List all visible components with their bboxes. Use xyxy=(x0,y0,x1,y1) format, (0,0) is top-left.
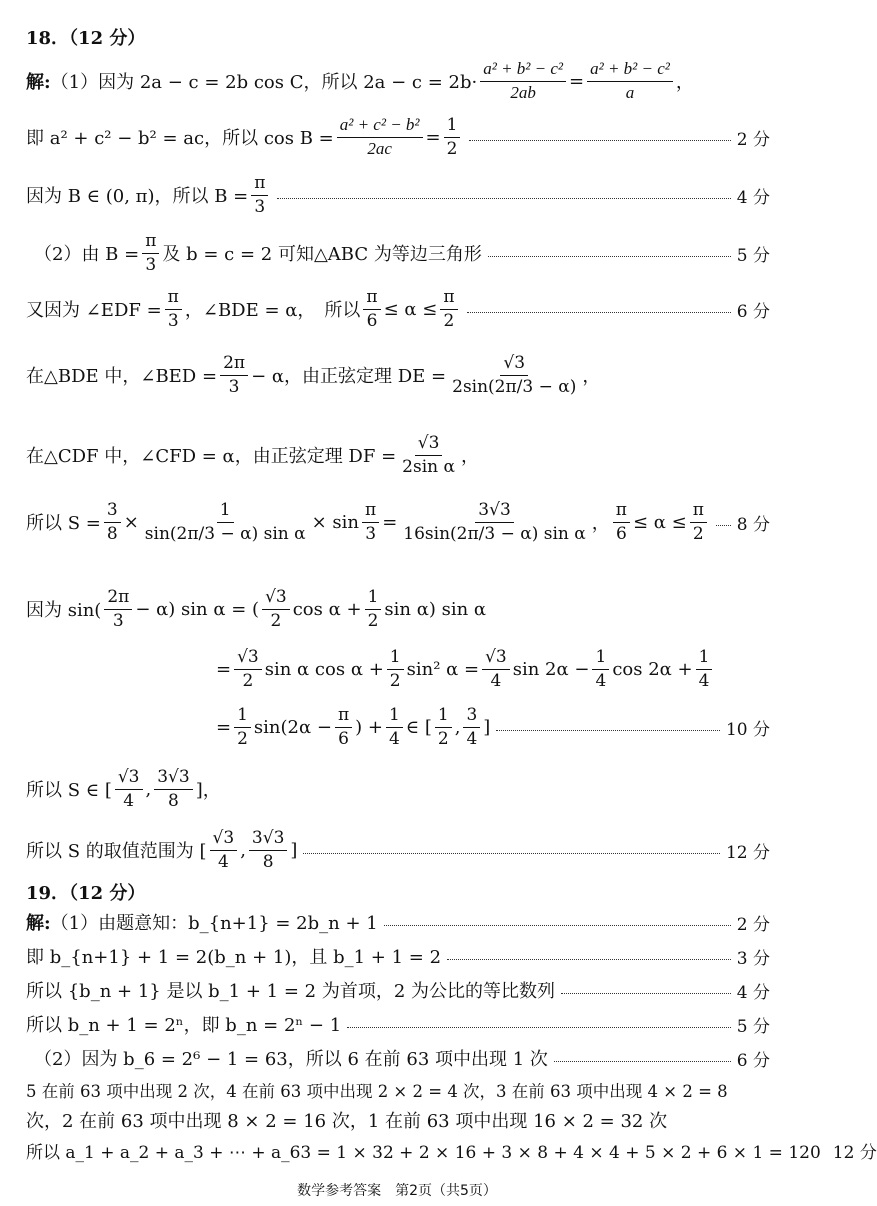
score-mark: 8 分 xyxy=(736,514,770,535)
dotted-leader xyxy=(469,140,730,141)
q18-l3-frac: $\frac{\pi}{3}$ xyxy=(251,173,268,217)
q18-l2-half: $\frac{1}{2}$ xyxy=(444,115,461,159)
dotted-leader xyxy=(277,198,730,199)
dotted-leader xyxy=(447,959,731,960)
q18-line-10: = $\frac{√3}{2}$ sin α cos α + $\frac{1}{2}$ sin² α = $\frac{√3}{4}$ sin 2α − $\frac{1}{4}$ cos 2α + $\frac{1}{4}$ xyxy=(216,642,770,696)
page-footer: 数学参考答案 第2页（共5页） xyxy=(297,1183,497,1199)
q19-line-5: （2）因为 b_6 = 2⁶ − 1 = 63，所以 6 在前 63 项中出现 1 次 6 分 xyxy=(34,1046,770,1070)
q18-line-12: 所以 S ∈ [ $\frac{√3}{4}$ , $\frac{3√3}{8}$ ]， xyxy=(26,767,221,811)
q18-line-13: 所以 S 的取值范围为 [ $\frac{√3}{4}$ , $\frac{3√3}{8}$ ] 12 分 xyxy=(26,828,770,872)
q18-l2-frac: $\frac{\text{a² + c² − b²}}{2ac}$ xyxy=(337,115,423,159)
score-mark: 5 分 xyxy=(736,1016,770,1037)
solution-label: 解: xyxy=(26,72,51,93)
score-mark: 4 分 xyxy=(736,187,770,208)
score-mark: 2 分 xyxy=(736,129,770,150)
score-mark: 6 分 xyxy=(736,301,770,322)
q18-title-text: 18．（12 分） xyxy=(26,28,146,49)
q18-l4-frac: $\frac{\pi}{3}$ xyxy=(142,231,159,275)
q18-line-9: 因为 sin( $\frac{2\pi}{3}$ − α) sin α = ( $\frac{√3}{2}$ cos α + $\frac{1}{2}$ sin α) sin α xyxy=(26,587,487,631)
q18-line-3 xyxy=(26,170,770,220)
q18-line-1: 解: （1）因为 2a − c = 2b cos C，所以 2a − c = 2b· $\frac{\text{a² + b² − c²}}{2ab}$ = $\frac{\text{a² + b² − c²}}{a}$ ， xyxy=(26,59,694,102)
q18-l3-text: 因为 B ∈ (0, π)，所以 B = xyxy=(26,186,249,207)
dotted-leader xyxy=(384,925,731,926)
dotted-leader xyxy=(561,993,731,994)
q18-l1-frac1: $\frac{\text{a² + b² − c²}}{2ab}$ xyxy=(480,59,566,103)
score-mark: 12 分 xyxy=(832,1142,877,1163)
q19-line-4: 所以 b_n + 1 = 2ⁿ，即 b_n = 2ⁿ − 1 5 分 xyxy=(26,1012,770,1036)
q18-l1-text: （1）因为 2a − c = 2b cos C，所以 2a − c = 2b· xyxy=(50,72,478,93)
q19-line-6: 5 在前 63 项中出现 2 次，4 在前 63 项中出现 2 × 2 = 4 次，3 在前 63 项中出现 4 × 2 = 8 xyxy=(26,1082,728,1101)
q18-l2-text: 即 a² + c² − b² = ac，所以 cos B = xyxy=(26,128,334,149)
q18-line-6: 在△BDE 中，∠BED = $\frac{2\pi}{3}$ − α，由正弦定理 DE = $\frac{√3}{2\sin(2\pi/3 - \alpha)}$ ， xyxy=(26,353,601,397)
score-mark: 12 分 xyxy=(725,842,770,863)
q18-l4-text: 及 b = c = 2 可知△ABC 为等边三角形 xyxy=(162,244,482,265)
q19-line-7: 次，2 在前 63 项中出现 8 × 2 = 16 次，1 在前 63 项中出现 16 × 2 = 32 次 xyxy=(26,1111,668,1132)
dotted-leader xyxy=(716,525,731,526)
q19-line-2: 即 b_{n+1} + 1 = 2(b_n + 1)，且 b_1 + 1 = 2 3 分 xyxy=(26,944,770,968)
q18-line-5: 又因为 ∠EDF = $\frac{\pi}{3}$ ，∠BDE = α， 所以 $\frac{\pi}{6}$ ≤ α ≤ $\frac{\pi}{2}$ 6 分 xyxy=(26,287,770,331)
q19-line-1: 解: （1）由题意知：b_{n+1} = 2b_n + 1 2 分 xyxy=(26,910,770,934)
q19-title-text: 19．（12 分） xyxy=(26,883,146,904)
dotted-leader xyxy=(496,730,720,731)
dotted-leader xyxy=(303,853,720,854)
q18-line-4: （2）由 B = $\frac{\pi}{3}$ 及 b = c = 2 可知△ABC 为等边三角形 5 分 xyxy=(34,231,770,275)
solution-label: 解: xyxy=(26,913,51,934)
score-mark: 4 分 xyxy=(736,982,770,1003)
score-mark: 6 分 xyxy=(736,1050,770,1071)
dotted-leader xyxy=(554,1061,731,1062)
q18-l1-frac2: $\frac{\text{a² + b² − c²}}{a}$ xyxy=(587,59,673,103)
q18-title xyxy=(26,24,770,50)
score-mark: 5 分 xyxy=(736,245,770,266)
score-mark: 10 分 xyxy=(725,719,770,740)
q19-line-8: 所以 a_1 + a_2 + a_3 + ⋯ + a_63 = 1 × 32 + 2 × 16 + 3 × 8 + 4 × 4 + 5 × 2 + 6 × 1 = 120 12 分 xyxy=(26,1138,770,1162)
q18-line-2: 即 a² + c² − b² = ac，所以 cos B = $\frac{\text{a² + c² − b²}}{2ac}$ = $\frac{1}{2}$ 2 分 xyxy=(26,115,770,159)
q18-line-7: 在△CDF 中，∠CFD = α，由正弦定理 DF = $\frac{√3}{\text{2sin α}}$ ， xyxy=(26,433,479,477)
q19-line-3: 所以 {b_n + 1} 是以 b_1 + 1 = 2 为首项，2 为公比的等比数列 4 分 xyxy=(26,978,770,1002)
dotted-leader xyxy=(488,256,731,257)
q18-line-8: 所以 S = $\frac{3}{8}$ × $\frac{1}{\text{sin(2π/3 − α) sin α}}$ × sin $\frac{\pi}{3}$ = $\frac{3√3}{\text{16sin(2π/3 − α) sin α}}$ ， $\frac{\pi}{6}$ ≤ α ≤ $\frac{\pi}{2}$ 8 分 xyxy=(26,500,770,544)
q18-line-11: = $\frac{1}{2}$ sin(2α − $\frac{\pi}{6}$ ) + $\frac{1}{4}$ ∈ [ $\frac{1}{2}$ , $\frac{3}{4}$ ] 10 分 xyxy=(216,705,770,749)
score-mark: 2 分 xyxy=(736,914,770,935)
dotted-leader xyxy=(467,312,731,313)
dotted-leader xyxy=(347,1027,731,1028)
score-mark: 3 分 xyxy=(736,948,770,969)
q19-title xyxy=(26,880,770,904)
